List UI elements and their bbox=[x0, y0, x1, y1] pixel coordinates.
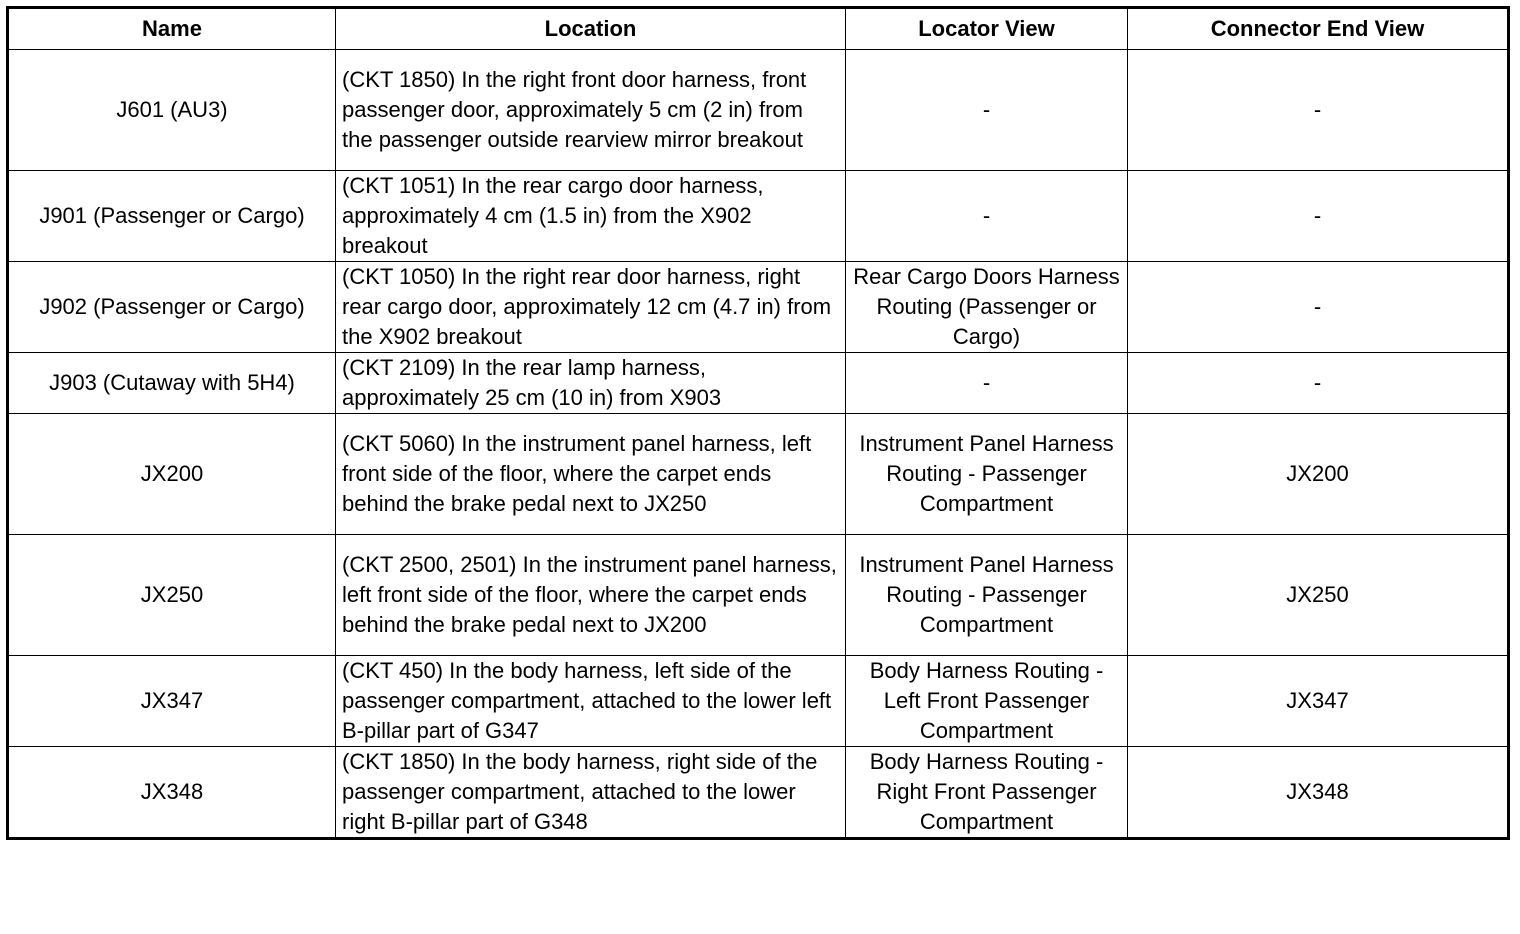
locator-view-cell: - bbox=[846, 171, 1128, 262]
name-cell: JX348 bbox=[8, 747, 336, 839]
connector-end-view-cell: JX200 bbox=[1128, 414, 1509, 535]
table-row bbox=[8, 747, 1509, 839]
location-cell: (CKT 2109) In the rear lamp harness, approximately 25 cm (10 in) from X903 bbox=[336, 353, 846, 414]
location-cell: (CKT 1850) In the right front door harness, front passenger door, approximately 5 cm (2 in) from the passenger outside rearview mirror breakout bbox=[336, 50, 846, 171]
location-cell: (CKT 450) In the body harness, left side of the passenger compartment, attached to the lower left B-pillar part of G347 bbox=[336, 656, 846, 747]
connector-end-view-cell: - bbox=[1128, 50, 1509, 171]
location-cell: (CKT 1051) In the rear cargo door harness, approximately 4 cm (1.5 in) from the X902 breakout bbox=[336, 171, 846, 262]
name-cell: JX347 bbox=[8, 656, 336, 747]
connector-table bbox=[6, 6, 1510, 840]
table-row bbox=[8, 414, 1509, 535]
table-row bbox=[8, 50, 1509, 171]
connector-end-view-cell: - bbox=[1128, 353, 1509, 414]
location-cell: (CKT 5060) In the instrument panel harness, left front side of the floor, where the carpet ends behind the brake pedal next to JX250 bbox=[336, 414, 846, 535]
locator-view-cell: Body Harness Routing - Left Front Passenger Compartment bbox=[846, 656, 1128, 747]
header-locator-view: Locator View bbox=[846, 8, 1128, 50]
locator-view-cell: Rear Cargo Doors Harness Routing (Passenger or Cargo) bbox=[846, 262, 1128, 353]
locator-view-cell: Body Harness Routing - Right Front Passenger Compartment bbox=[846, 747, 1128, 839]
header-location: Location bbox=[336, 8, 846, 50]
name-cell: J901 (Passenger or Cargo) bbox=[8, 171, 336, 262]
locator-view-cell: Instrument Panel Harness Routing - Passenger Compartment bbox=[846, 414, 1128, 535]
locator-view-cell: - bbox=[846, 353, 1128, 414]
connector-end-view-cell: - bbox=[1128, 262, 1509, 353]
header-name: Name bbox=[8, 8, 336, 50]
table-header-row bbox=[8, 8, 1509, 50]
name-cell: J601 (AU3) bbox=[8, 50, 336, 171]
location-cell: (CKT 1850) In the body harness, right side of the passenger compartment, attached to the lower right B-pillar part of G348 bbox=[336, 747, 846, 839]
table-row bbox=[8, 171, 1509, 262]
table-row bbox=[8, 656, 1509, 747]
connector-end-view-cell: JX347 bbox=[1128, 656, 1509, 747]
connector-end-view-cell: JX250 bbox=[1128, 535, 1509, 656]
table-row bbox=[8, 262, 1509, 353]
name-cell: J903 (Cutaway with 5H4) bbox=[8, 353, 336, 414]
name-cell: JX250 bbox=[8, 535, 336, 656]
name-cell: JX200 bbox=[8, 414, 336, 535]
locator-view-cell: Instrument Panel Harness Routing - Passenger Compartment bbox=[846, 535, 1128, 656]
table-row bbox=[8, 535, 1509, 656]
connector-end-view-cell: JX348 bbox=[1128, 747, 1509, 839]
header-connector-end-view: Connector End View bbox=[1128, 8, 1509, 50]
name-cell: J902 (Passenger or Cargo) bbox=[8, 262, 336, 353]
location-cell: (CKT 1050) In the right rear door harness, right rear cargo door, approximately 12 cm (4.7 in) from the X902 breakout bbox=[336, 262, 846, 353]
locator-view-cell: - bbox=[846, 50, 1128, 171]
connector-end-view-cell: - bbox=[1128, 171, 1509, 262]
table-row bbox=[8, 353, 1509, 414]
location-cell: (CKT 2500, 2501) In the instrument panel harness, left front side of the floor, where the carpet ends behind the brake pedal next to JX200 bbox=[336, 535, 846, 656]
